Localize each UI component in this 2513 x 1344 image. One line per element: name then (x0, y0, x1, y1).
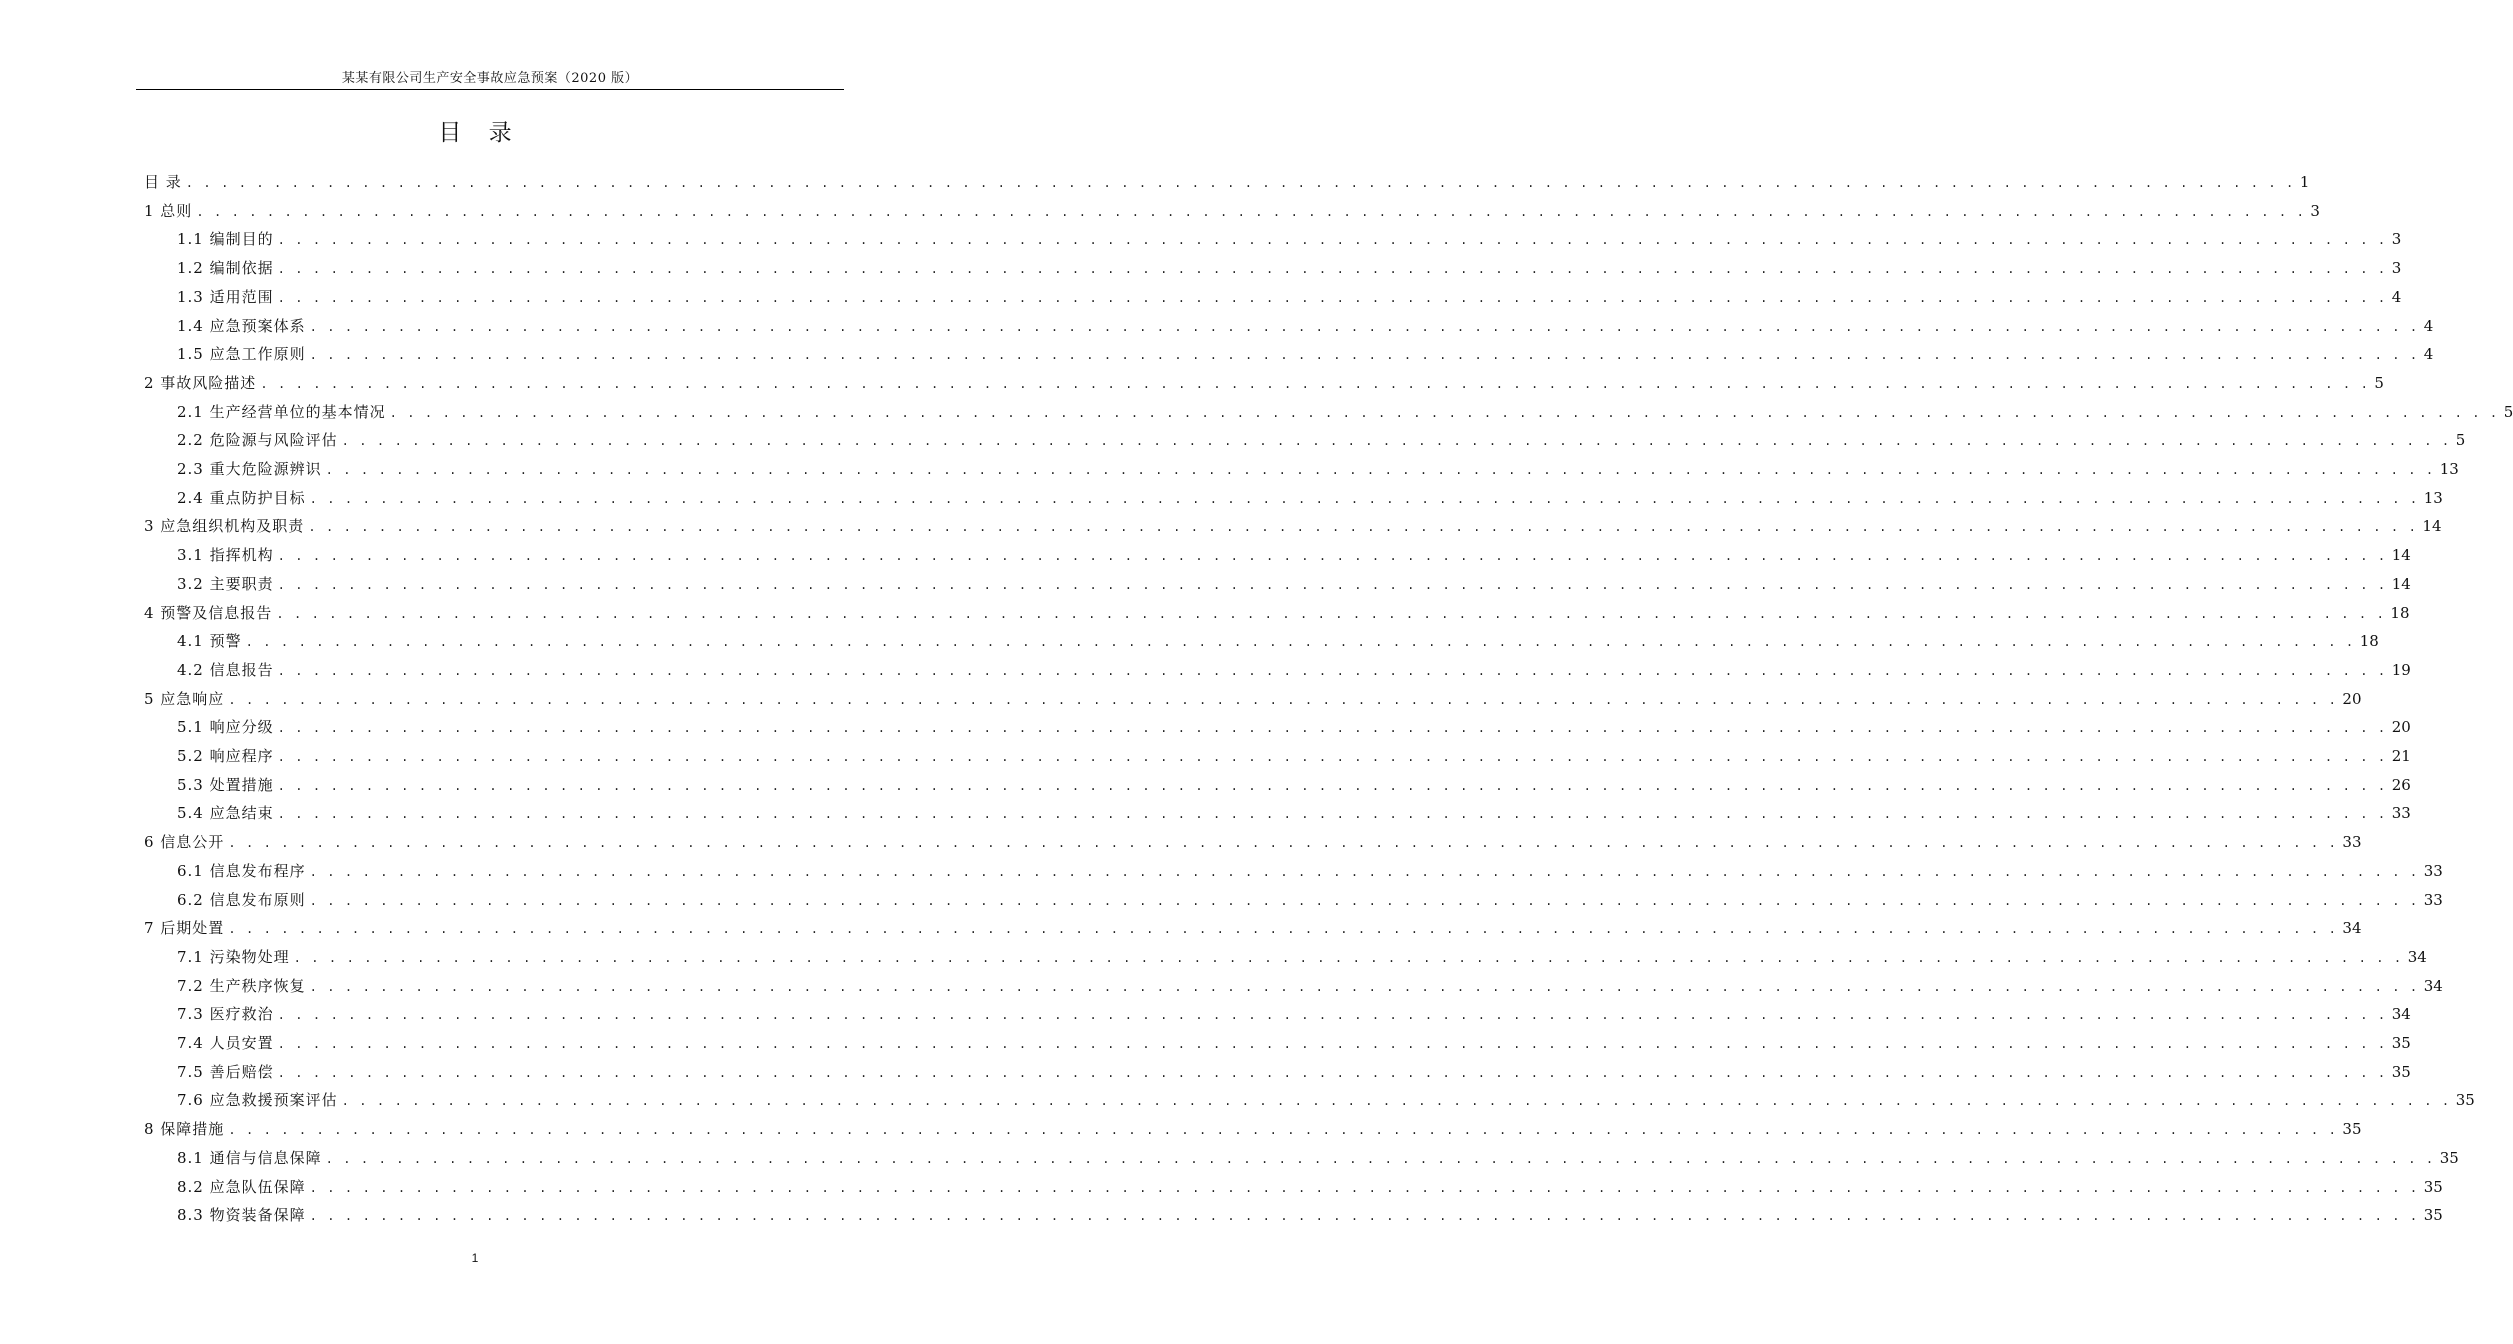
toc-dot-leader: . . . . . . . . . . . . . . . . . . . . . . . . . . . . . . . . . . . . . . . . . . . . . . . . . . . . . . . . . . . . . . . . . . . . . . . . . . . . . . . . . . . . . . . . . . . . . . . . . . . . . . . . . . . . . . . . . . . . . . . . (277, 1065, 2387, 1080)
toc-entry-page: 35 (2342, 1120, 2362, 1139)
toc-entry[interactable] (0, 570, 2411, 598)
toc-entry-line (144, 599, 2410, 627)
toc-entry[interactable] (0, 398, 2513, 426)
toc-dot-leader: . . . . . . . . . . . . . . . . . . . . . . . . . . . . . . . . . . . . . . . . . . . . . . . . . . . . . . . . . . . . . . . . . . . . . . . . . . . . . . . . . . . . . . . . . . . . . . . . . . . . . . . . . . . . . . . . . . . . . . . . (277, 750, 2387, 764)
toc-entry-label: 1.4 应急预案体系 (177, 316, 306, 335)
toc-entry-label: 4.2 信息报告 (177, 660, 274, 679)
toc-dot-leader: . . . . . . . . . . . . . . . . . . . . . . . . . . . . . . . . . . . . . . . . . . . . . . . . . . . . . . . . . . . . . . . . . . . . . . . . . . . . . . . . . . . . . . . . . . . . . . . . . . . . . . . . . . . . . . . . . . . . . . . . (196, 204, 2306, 219)
toc-entry[interactable] (0, 914, 2362, 942)
toc-entry[interactable] (0, 742, 2411, 770)
toc-entry-label: 7.1 污染物处理 (177, 947, 290, 966)
header-rule (136, 89, 844, 90)
toc-dot-leader: . . . . . . . . . . . . . . . . . . . . . . . . . . . . . . . . . . . . . . . . . . . . . . . . . . . . . . . . . . . . . . . . . . . . . . . . . . . . . . . . . . . . . . . . . . . . . . . . . . . . . . . . . . . . . . . . . . . . . . . . (245, 635, 2355, 650)
toc-entry-page: 3 (2310, 201, 2320, 220)
toc-entry-label: 5.4 应急结束 (177, 804, 274, 823)
toc-title: 目 录 (438, 120, 522, 146)
toc-dot-leader: . . . . . . . . . . . . . . . . . . . . . . . . . . . . . . . . . . . . . . . . . . . . . . . . . . . . . . . . . . . . . . . . . . . . . . . . . . . . . . . . . . . . . . . . . . . . . . . . . . . . . . . . . . . . . . . . . . . . . . . . (309, 491, 2419, 506)
toc-entry-label: 3.1 指挥机构 (177, 546, 274, 565)
toc-entry-label: 8.2 应急队伍保障 (177, 1177, 306, 1196)
toc-entry-label: 7.2 生产秩序恢复 (177, 976, 306, 995)
toc-entry-line (177, 943, 2427, 971)
toc-entry-line (177, 398, 2513, 426)
toc-entry-line (177, 254, 2402, 282)
toc-entry[interactable] (0, 340, 2434, 368)
toc-entry-line (177, 426, 2466, 454)
toc-entry-page: 4 (2423, 345, 2434, 364)
toc-entry-page: 3 (2391, 259, 2402, 278)
toc-entry-line (177, 484, 2443, 512)
toc-entry-label: 1.2 编制依据 (177, 259, 274, 278)
toc-entry-line (177, 1058, 2411, 1086)
toc-entry-label: 2.2 危险源与风险评估 (177, 431, 338, 450)
toc-entry-line (177, 312, 2434, 340)
toc-dot-leader: . . . . . . . . . . . . . . . . . . . . . . . . . . . . . . . . . . . . . . . . . . . . . . . . . . . . . . . . . . . . . . . . . . . . . . . . . . . . . . . . . . . . . . . . . . . . . . . . . . . . . . . . . . . . . . . . . . . . . . . . (185, 176, 2295, 190)
toc-dot-leader: . . . . . . . . . . . . . . . . . . . . . . . . . . . . . . . . . . . . . . . . . . . . . . . . . . . . . . . . . . . . . . . . . . . . . . . . . . . . . . . . . . . . . . . . . . . . . . . . . . . . . . . . . . . . . . . . . . . . . . . . (309, 319, 2419, 334)
toc-entry-label: 1.3 适用范围 (177, 287, 274, 306)
toc-dot-leader: . . . . . . . . . . . . . . . . . . . . . . . . . . . . . . . . . . . . . . . . . . . . . . . . . . . . . . . . . . . . . . . . . . . . . . . . . . . . . . . . . . . . . . . . . . . . . . . . . . . . . . . . . . . . . . . . . . . . . . . . (277, 1037, 2387, 1051)
toc-entry-page: 34 (2391, 1005, 2411, 1024)
toc-entry-page: 34 (2423, 976, 2443, 995)
toc-entry[interactable] (0, 857, 2443, 885)
toc-entry-page: 20 (2391, 718, 2411, 737)
toc-entry-line (177, 340, 2434, 368)
toc-entry-label: 2.3 重大危险源辨识 (177, 460, 322, 478)
toc-entry-line (177, 799, 2411, 827)
toc-dot-leader: . . . . . . . . . . . . . . . . . . . . . . . . . . . . . . . . . . . . . . . . . . . . . . . . . . . . . . . . . . . . . . . . . . . . . . . . . . . . . . . . . . . . . . . . . . . . . . . . . . . . . . . . . . . . . . . . . . . . . . . . (277, 778, 2387, 793)
toc-entry-label: 8 保障措施 (144, 1120, 225, 1139)
toc-dot-leader: . . . . . . . . . . . . . . . . . . . . . . . . . . . . . . . . . . . . . . . . . . . . . . . . . . . . . . . . . . . . . . . . . . . . . . . . . . . . . . . . . . . . . . . . . . . . . . . . . . . . . . . . . . . . . . . . . . . . . . . . (325, 463, 2435, 477)
toc-entry-line (177, 713, 2411, 741)
toc-entry-line (144, 914, 2362, 942)
toc-entry-line (177, 771, 2411, 799)
toc-entry-line (177, 1029, 2411, 1057)
toc-entry[interactable] (0, 1115, 2362, 1143)
toc-entry-page: 3 (2391, 230, 2402, 249)
toc-entry-page: 14 (2391, 546, 2411, 565)
toc-entry[interactable] (0, 599, 2410, 627)
toc-entry-line (177, 225, 2402, 253)
toc-entry[interactable] (0, 627, 2379, 655)
toc-entry[interactable] (0, 1029, 2411, 1057)
toc-entry[interactable] (0, 225, 2402, 253)
toc-dot-leader: . . . . . . . . . . . . . . . . . . . . . . . . . . . . . . . . . . . . . . . . . . . . . . . . . . . . . . . . . . . . . . . . . . . . . . . . . . . . . . . . . . . . . . . . . . . . . . . . . . . . . . . . . . . . . . . . . . . . . . . . (260, 376, 2370, 391)
toc-entry-page: 18 (2359, 632, 2379, 651)
toc-dot-leader: . . . . . . . . . . . . . . . . . . . . . . . . . . . . . . . . . . . . . . . . . . . . . . . . . . . . . . . . . . . . . . . . . . . . . . . . . . . . . . . . . . . . . . . . . . . . . . . . . . . . . . . . . . . . . . . . . . . . . . . . (277, 721, 2387, 736)
toc-entry-page: 19 (2391, 660, 2411, 679)
toc-entry-page: 5 (2503, 402, 2513, 421)
toc-entry-line (144, 168, 2310, 196)
toc-entry-label: 7.5 善后赔偿 (177, 1062, 274, 1081)
toc-entry-line (177, 541, 2411, 569)
toc-dot-leader: . . . . . . . . . . . . . . . . . . . . . . . . . . . . . . . . . . . . . . . . . . . . . . . . . . . . . . . . . . . . . . . . . . . . . . . . . . . . . . . . . . . . . . . . . . . . . . . . . . . . . . . . . . . . . . . . . . . . . . . . (228, 692, 2338, 707)
toc-entry[interactable] (0, 541, 2411, 569)
toc-entry[interactable] (0, 1000, 2411, 1028)
toc-entry-label: 4.1 预警 (177, 632, 242, 651)
toc-dot-leader: . . . . . . . . . . . . . . . . . . . . . . . . . . . . . . . . . . . . . . . . . . . . . . . . . . . . . . . . . . . . . . . . . . . . . . . . . . . . . . . . . . . . . . . . . . . . . . . . . . . . . . . . . . . . . . . . . . . . . . . . (309, 979, 2419, 994)
toc-entry-line (177, 1144, 2459, 1172)
toc-entry[interactable] (0, 1173, 2443, 1201)
toc-entry-page: 13 (2423, 488, 2443, 507)
toc-entry[interactable] (0, 1144, 2459, 1172)
toc-entry-label: 4 预警及信息报告 (144, 603, 273, 622)
toc-entry-line (177, 1173, 2443, 1201)
toc-entry-label: 2.4 重点防护目标 (177, 488, 306, 507)
toc-entry[interactable] (0, 886, 2443, 914)
toc-entry-label: 1.1 编制目的 (177, 230, 274, 249)
toc-entry-line (144, 685, 2362, 713)
toc-entry-label: 7.3 医疗救治 (177, 1005, 274, 1024)
toc-entry[interactable] (0, 771, 2411, 799)
toc-entry[interactable] (0, 713, 2411, 741)
toc-entry-page: 5 (2374, 373, 2384, 392)
toc-entry-label: 7 后期处置 (144, 919, 225, 938)
toc-entry[interactable] (0, 426, 2466, 454)
toc-entry-line (177, 627, 2379, 655)
toc-entry-line (177, 1000, 2411, 1028)
toc-entry[interactable] (0, 656, 2411, 684)
toc-entry[interactable] (0, 1058, 2411, 1086)
toc-entry-label: 6 信息公开 (144, 833, 225, 852)
toc-entry-page: 35 (2439, 1148, 2459, 1167)
toc-dot-leader: . . . . . . . . . . . . . . . . . . . . . . . . . . . . . . . . . . . . . . . . . . . . . . . . . . . . . . . . . . . . . . . . . . . . . . . . . . . . . . . . . . . . . . . . . . . . . . . . . . . . . . . . . . . . . . . . . . . . . . . . (277, 663, 2387, 678)
toc-entry-page: 35 (2455, 1091, 2475, 1110)
toc-entry-page: 35 (2423, 1177, 2443, 1196)
toc-entry-line (177, 857, 2443, 885)
toc-entry-label: 3 应急组织机构及职责 (144, 517, 305, 536)
toc-dot-leader: . . . . . . . . . . . . . . . . . . . . . . . . . . . . . . . . . . . . . . . . . . . . . . . . . . . . . . . . . . . . . . . . . . . . . . . . . . . . . . . . . . . . . . . . . . . . . . . . . . . . . . . . . . . . . . . . . . . . . . . . (389, 405, 2499, 420)
toc-dot-leader: . . . . . . . . . . . . . . . . . . . . . . . . . . . . . . . . . . . . . . . . . . . . . . . . . . . . . . . . . . . . . . . . . . . . . . . . . . . . . . . . . . . . . . . . . . . . . . . . . . . . . . . . . . . . . . . . . . . . . . . . (277, 549, 2387, 564)
toc-entry[interactable] (0, 512, 2442, 540)
toc-entry-page: 34 (2407, 947, 2427, 966)
toc-dot-leader: . . . . . . . . . . . . . . . . . . . . . . . . . . . . . . . . . . . . . . . . . . . . . . . . . . . . . . . . . . . . . . . . . . . . . . . . . . . . . . . . . . . . . . . . . . . . . . . . . . . . . . . . . . . . . . . . . . . . . . . . (309, 1209, 2419, 1224)
toc-entry[interactable] (0, 972, 2443, 1000)
toc-dot-leader: . . . . . . . . . . . . . . . . . . . . . . . . . . . . . . . . . . . . . . . . . . . . . . . . . . . . . . . . . . . . . . . . . . . . . . . . . . . . . . . . . . . . . . . . . . . . . . . . . . . . . . . . . . . . . . . . . . . . . . . . (228, 922, 2338, 937)
toc-entry-line (177, 283, 2402, 311)
toc-entry-label: 1 总则 (144, 201, 193, 220)
toc-dot-leader: . . . . . . . . . . . . . . . . . . . . . . . . . . . . . . . . . . . . . . . . . . . . . . . . . . . . . . . . . . . . . . . . . . . . . . . . . . . . . . . . . . . . . . . . . . . . . . . . . . . . . . . . . . . . . . . . . . . . . . . . (277, 807, 2387, 822)
toc-entry[interactable] (0, 828, 2362, 856)
toc-entry-page: 20 (2342, 689, 2362, 708)
toc-entry-line (177, 1201, 2443, 1229)
toc-entry-page: 4 (2423, 316, 2434, 335)
toc-dot-leader: . . . . . . . . . . . . . . . . . . . . . . . . . . . . . . . . . . . . . . . . . . . . . . . . . . . . . . . . . . . . . . . . . . . . . . . . . . . . . . . . . . . . . . . . . . . . . . . . . . . . . . . . . . . . . . . . . . . . . . . . (309, 1180, 2419, 1195)
toc-entry-label: 7.6 应急救援预案评估 (177, 1091, 338, 1110)
toc-entry-page: 35 (2423, 1206, 2443, 1225)
toc-entry-label: 2.1 生产经营单位的基本情况 (177, 402, 386, 421)
toc-entry-page: 33 (2342, 833, 2362, 852)
toc-entry[interactable] (0, 254, 2402, 282)
toc-dot-leader: . . . . . . . . . . . . . . . . . . . . . . . . . . . . . . . . . . . . . . . . . . . . . . . . . . . . . . . . . . . . . . . . . . . . . . . . . . . . . . . . . . . . . . . . . . . . . . . . . . . . . . . . . . . . . . . . . . . . . . . . (277, 233, 2387, 248)
toc-entry[interactable] (0, 369, 2384, 397)
toc-entry-line (144, 369, 2384, 397)
toc-entry-page: 14 (2391, 574, 2411, 593)
toc-entry-page: 18 (2390, 603, 2410, 622)
toc-dot-leader: . . . . . . . . . . . . . . . . . . . . . . . . . . . . . . . . . . . . . . . . . . . . . . . . . . . . . . . . . . . . . . . . . . . . . . . . . . . . . . . . . . . . . . . . . . . . . . . . . . . . . . . . . . . . . . . . . . . . . . . . (308, 520, 2418, 535)
toc-entry[interactable] (0, 312, 2434, 340)
toc-entry-label: 1.5 应急工作原则 (177, 345, 306, 364)
toc-entry-page: 14 (2422, 517, 2442, 536)
toc-entry[interactable] (0, 168, 2310, 196)
toc-entry[interactable] (0, 455, 2459, 483)
toc-entry-label: 8.1 通信与信息保障 (177, 1148, 322, 1167)
toc-dot-leader: . . . . . . . . . . . . . . . . . . . . . . . . . . . . . . . . . . . . . . . . . . . . . . . . . . . . . . . . . . . . . . . . . . . . . . . . . . . . . . . . . . . . . . . . . . . . . . . . . . . . . . . . . . . . . . . . . . . . . . . . (277, 1008, 2387, 1023)
toc-dot-leader: . . . . . . . . . . . . . . . . . . . . . . . . . . . . . . . . . . . . . . . . . . . . . . . . . . . . . . . . . . . . . . . . . . . . . . . . . . . . . . . . . . . . . . . . . . . . . . . . . . . . . . . . . . . . . . . . . . . . . . . . (309, 893, 2419, 908)
toc-entry-label: 5.1 响应分级 (177, 718, 274, 737)
toc-entry-page: 33 (2391, 804, 2411, 823)
toc-entry-line (144, 197, 2320, 225)
page-number: 1 (471, 1251, 479, 1265)
toc-entry[interactable] (0, 283, 2402, 311)
toc-entry-label: 5.3 处置措施 (177, 775, 274, 794)
toc-entry[interactable] (0, 1201, 2443, 1229)
toc-dot-leader: . . . . . . . . . . . . . . . . . . . . . . . . . . . . . . . . . . . . . . . . . . . . . . . . . . . . . . . . . . . . . . . . . . . . . . . . . . . . . . . . . . . . . . . . . . . . . . . . . . . . . . . . . . . . . . . . . . . . . . . . (341, 434, 2451, 449)
toc-entry-line (177, 656, 2411, 684)
toc-entry-label: 目 录 (144, 173, 182, 191)
toc-entry-label: 8.3 物资装备保障 (177, 1206, 306, 1225)
toc-dot-leader: . . . . . . . . . . . . . . . . . . . . . . . . . . . . . . . . . . . . . . . . . . . . . . . . . . . . . . . . . . . . . . . . . . . . . . . . . . . . . . . . . . . . . . . . . . . . . . . . . . . . . . . . . . . . . . . . . . . . . . . . (309, 864, 2419, 879)
toc-entry-page: 33 (2423, 861, 2443, 880)
toc-dot-leader: . . . . . . . . . . . . . . . . . . . . . . . . . . . . . . . . . . . . . . . . . . . . . . . . . . . . . . . . . . . . . . . . . . . . . . . . . . . . . . . . . . . . . . . . . . . . . . . . . . . . . . . . . . . . . . . . . . . . . . . . (228, 1123, 2338, 1138)
toc-entry-label: 6.1 信息发布程序 (177, 861, 306, 880)
toc-dot-leader: . . . . . . . . . . . . . . . . . . . . . . . . . . . . . . . . . . . . . . . . . . . . . . . . . . . . . . . . . . . . . . . . . . . . . . . . . . . . . . . . . . . . . . . . . . . . . . . . . . . . . . . . . . . . . . . . . . . . . . . . (325, 1151, 2435, 1166)
toc-entry[interactable] (0, 943, 2427, 971)
toc-entry-label: 5 应急响应 (144, 689, 225, 708)
toc-entry-page: 35 (2391, 1034, 2411, 1052)
toc-dot-leader: . . . . . . . . . . . . . . . . . . . . . . . . . . . . . . . . . . . . . . . . . . . . . . . . . . . . . . . . . . . . . . . . . . . . . . . . . . . . . . . . . . . . . . . . . . . . . . . . . . . . . . . . . . . . . . . . . . . . . . . . (228, 836, 2338, 851)
toc-dot-leader: . . . . . . . . . . . . . . . . . . . . . . . . . . . . . . . . . . . . . . . . . . . . . . . . . . . . . . . . . . . . . . . . . . . . . . . . . . . . . . . . . . . . . . . . . . . . . . . . . . . . . . . . . . . . . . . . . . . . . . . . (341, 1094, 2451, 1109)
toc-entry-label: 5.2 响应程序 (177, 747, 274, 765)
toc-dot-leader: . . . . . . . . . . . . . . . . . . . . . . . . . . . . . . . . . . . . . . . . . . . . . . . . . . . . . . . . . . . . . . . . . . . . . . . . . . . . . . . . . . . . . . . . . . . . . . . . . . . . . . . . . . . . . . . . . . . . . . . . (276, 606, 2386, 621)
toc-entry-page: 21 (2391, 747, 2411, 765)
toc-entry-page: 13 (2439, 460, 2459, 478)
toc-dot-leader: . . . . . . . . . . . . . . . . . . . . . . . . . . . . . . . . . . . . . . . . . . . . . . . . . . . . . . . . . . . . . . . . . . . . . . . . . . . . . . . . . . . . . . . . . . . . . . . . . . . . . . . . . . . . . . . . . . . . . . . . (309, 348, 2419, 363)
toc-entry[interactable] (0, 197, 2320, 225)
toc-entry-page: 35 (2391, 1062, 2411, 1081)
toc-dot-leader: . . . . . . . . . . . . . . . . . . . . . . . . . . . . . . . . . . . . . . . . . . . . . . . . . . . . . . . . . . . . . . . . . . . . . . . . . . . . . . . . . . . . . . . . . . . . . . . . . . . . . . . . . . . . . . . . . . . . . . . . (293, 950, 2403, 965)
toc-entry-line (177, 972, 2443, 1000)
toc-entry-label: 3.2 主要职责 (177, 574, 274, 593)
toc-entry-line (144, 512, 2442, 540)
toc-entry[interactable] (0, 685, 2362, 713)
toc-entry-line (177, 1086, 2475, 1114)
running-header: 某某有限公司生产安全事故应急预案（2020 版） (341, 71, 639, 86)
toc-dot-leader: . . . . . . . . . . . . . . . . . . . . . . . . . . . . . . . . . . . . . . . . . . . . . . . . . . . . . . . . . . . . . . . . . . . . . . . . . . . . . . . . . . . . . . . . . . . . . . . . . . . . . . . . . . . . . . . . . . . . . . . . (277, 577, 2387, 592)
toc-entry-line (177, 742, 2411, 770)
toc-entry-page: 33 (2423, 890, 2443, 909)
toc-entry-label: 7.4 人员安置 (177, 1034, 274, 1052)
toc-entry-line (177, 570, 2411, 598)
toc-entry-line (144, 1115, 2362, 1143)
toc-entry-line (177, 455, 2459, 483)
toc-entry-page: 1 (2299, 173, 2310, 191)
toc-entry-page: 26 (2391, 775, 2411, 794)
toc-entry[interactable] (0, 484, 2443, 512)
toc-entry-line (177, 886, 2443, 914)
toc-entry-page: 34 (2342, 919, 2362, 938)
toc-entry[interactable] (0, 1086, 2475, 1114)
toc-entry-label: 2 事故风险描述 (144, 373, 257, 392)
toc-dot-leader: . . . . . . . . . . . . . . . . . . . . . . . . . . . . . . . . . . . . . . . . . . . . . . . . . . . . . . . . . . . . . . . . . . . . . . . . . . . . . . . . . . . . . . . . . . . . . . . . . . . . . . . . . . . . . . . . . . . . . . . . (277, 290, 2387, 305)
toc-entry-line (144, 828, 2362, 856)
toc-entry-page: 4 (2391, 287, 2402, 306)
toc-entry-page: 5 (2455, 431, 2466, 450)
toc-entry[interactable] (0, 799, 2411, 827)
toc-entry-label: 6.2 信息发布原则 (177, 890, 306, 909)
toc-dot-leader: . . . . . . . . . . . . . . . . . . . . . . . . . . . . . . . . . . . . . . . . . . . . . . . . . . . . . . . . . . . . . . . . . . . . . . . . . . . . . . . . . . . . . . . . . . . . . . . . . . . . . . . . . . . . . . . . . . . . . . . . (277, 262, 2387, 277)
